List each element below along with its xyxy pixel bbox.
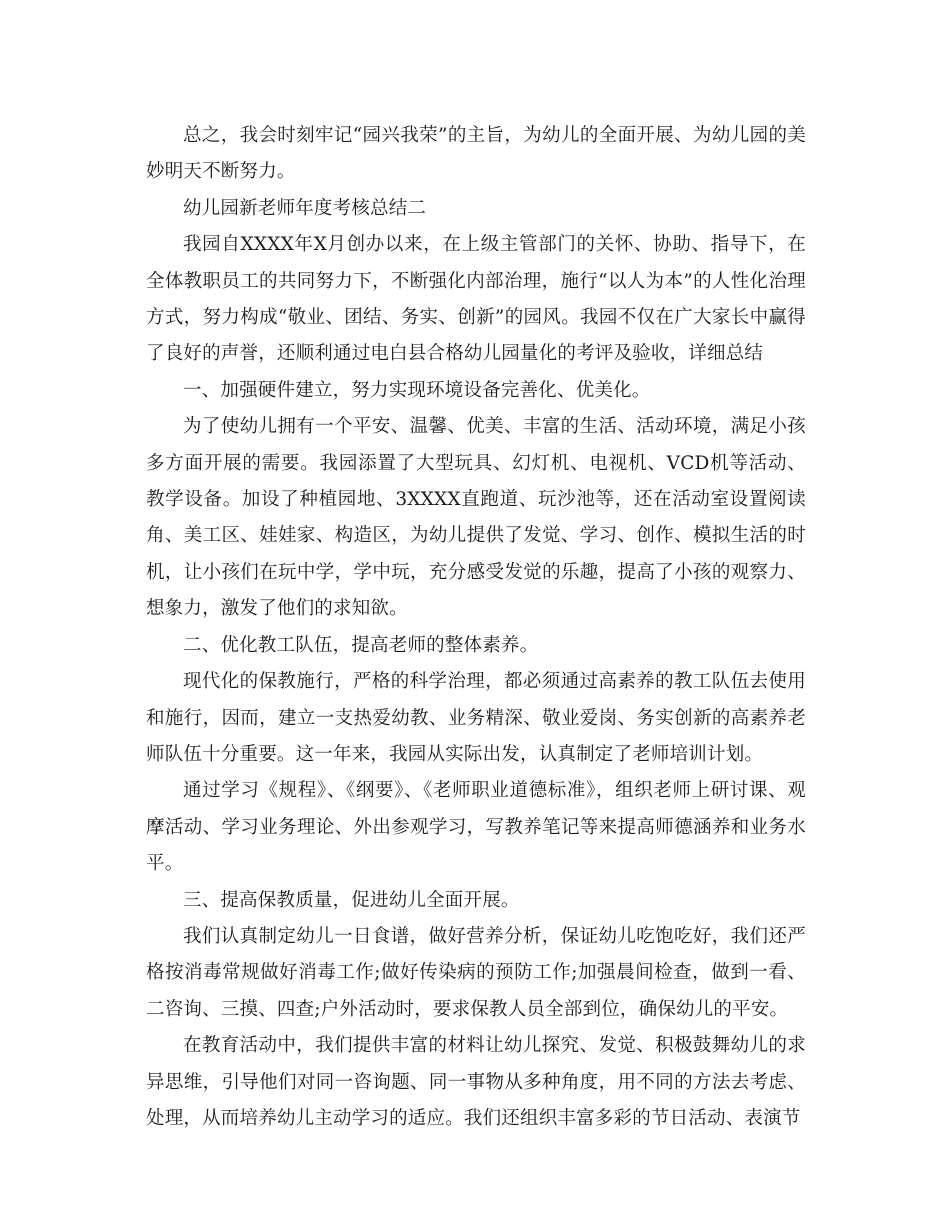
paragraph-education: 在教育活动中，我们提供丰富的材料让幼儿探究、发觉、积极鼓舞幼儿的求异思维，引导他们对同一咨询题、同一事物从多种角度，用不同的方法去考虑、处理，从而培养幼儿主动学习的适应。我们还组织丰富多彩的节日活动、表演节 <box>146 1035 806 1129</box>
heading-quality: 三、提高保教质量，促进幼儿全面开展。 <box>183 889 520 911</box>
paragraph-closing-summary: 总之，我会时刻牢记“园兴我荣”的主旨，为幼儿的全面开展、为幼儿园的美妙明天不断努力。 <box>146 125 806 183</box>
paragraph-care: 我们认真制定幼儿一日食谱，做好营养分析，保证幼儿吃饱吃好，我们还严格按消毒常规做好消毒工作;做好传染病的预防工作;加强晨间检查，做到一看、二咨询、三摸、四查;户外活动时，要求保教人员全部到位，确保幼儿的平安。 <box>146 925 806 1020</box>
section-title: 幼儿园新老师年度考核总结二 <box>183 197 427 219</box>
paragraph-staff: 现代化的保教施行，严格的科学治理，都必须通过高素养的教工队伍去使用和施行，因而，建立一支热爱幼教、业务精深、敬业爱岗、务实创新的高素养老师队伍十分重要。这一年来，我园从实际出发，认真制定了老师培训计划。 <box>146 671 806 765</box>
document-body <box>146 118 806 1137</box>
paragraph-hardware: 为了使幼儿拥有一个平安、温馨、优美、丰富的生活、活动环境，满足小孩多方面开展的需要。我园添置了大型玩具、幻灯机、电视机、VCD机等活动、教学设备。加设了种植园地、3XXXX直跑道、玩沙池等，还在活动室设置阅读角、美工区、娃娃家、构造区，为幼儿提供了发觉、学习、创作、模拟生活的时机，让小孩们在玩中学，学中玩，充分感受发觉的乐趣，提高了小孩的观察力、想象力，激发了他们的求知欲。 <box>146 416 806 620</box>
heading-staff: 二、优化教工队伍，提高老师的整体素养。 <box>183 634 539 656</box>
heading-hardware: 一、加强硬件建立，努力实现环境设备完善化、优美化。 <box>183 379 651 401</box>
paragraph-training: 通过学习《规程》、《纲要》、《老师职业道德标准》，组织老师上研讨课、观摩活动、学习业务理论、外出参观学习，写教养笔记等来提高师德涵养和业务水平。 <box>146 780 806 875</box>
paragraph-intro: 我园自XXXX年X月创办以来，在上级主管部门的关怀、协助、指导下，在全体教职员工的共同努力下，不断强化内部治理，施行“以人为本”的人性化治理方式，努力构成“敬业、团结、务实、创新”的园风。我园不仅在广大家长中赢得了良好的声誉，还顺利通过电白县合格幼儿园量化的考评及验收，详细总结 <box>146 234 806 365</box>
